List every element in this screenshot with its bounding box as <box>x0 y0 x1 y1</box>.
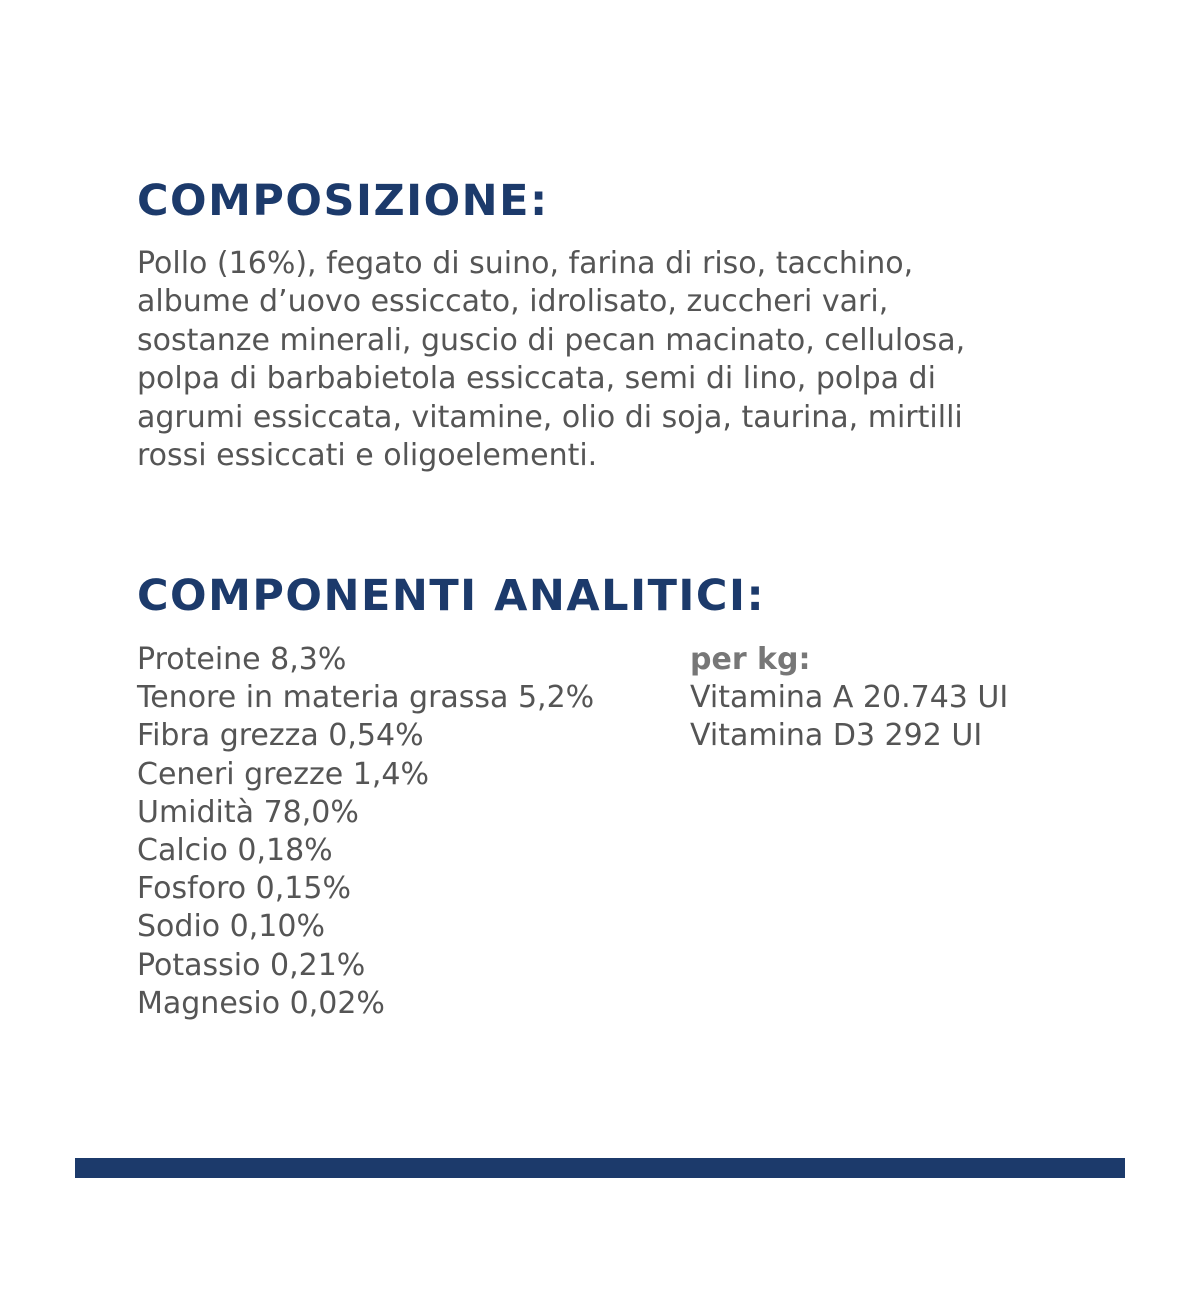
componenti-analitici-heading: COMPONENTI ANALITICI: <box>137 571 766 621</box>
per-kg-label: per kg: <box>690 642 811 677</box>
composizione-line: agrumi essiccata, vitamine, olio di soja, taurina, mirtilli <box>137 399 963 435</box>
composizione-line: polpa di barbabietola essiccata, semi di lino, polpa di <box>137 361 936 397</box>
composizione-text <box>137 245 1097 475</box>
per-kg-block <box>690 641 1008 756</box>
bottom-divider-bar <box>75 1158 1125 1178</box>
vitamin-list <box>690 679 1008 755</box>
analytic-item: Fosforo 0,15% <box>137 871 351 907</box>
analytic-item: Calcio 0,18% <box>137 833 333 869</box>
analytic-item: Umidità 78,0% <box>137 794 359 830</box>
analytic-item: Ceneri grezze 1,4% <box>137 756 429 792</box>
composizione-line: albume d’uovo essiccato, idrolisato, zuccheri vari, <box>137 284 889 320</box>
composizione-line: rossi essiccati e oligoelementi. <box>137 438 598 474</box>
vitamin-item: Vitamina D3 292 UI <box>690 718 983 754</box>
analytic-item: Proteine 8,3% <box>137 642 347 677</box>
analytic-item: Sodio 0,10% <box>137 909 325 945</box>
analytic-item: Potassio 0,21% <box>137 947 366 983</box>
composizione-line: sostanze minerali, guscio di pecan macinato, cellulosa, <box>137 322 966 358</box>
composizione-heading: COMPOSIZIONE: <box>137 176 549 226</box>
analytic-item: Magnesio 0,02% <box>137 985 385 1021</box>
vitamin-item: Vitamina A 20.743 UI <box>690 680 1009 716</box>
analytic-components-list <box>137 641 594 1023</box>
analytic-item: Fibra grezza 0,54% <box>137 718 424 754</box>
composizione-line: Pollo (16%), fegato di suino, farina di riso, tacchino, <box>137 246 914 281</box>
analytic-item: Tenore in materia grassa 5,2% <box>137 680 595 716</box>
